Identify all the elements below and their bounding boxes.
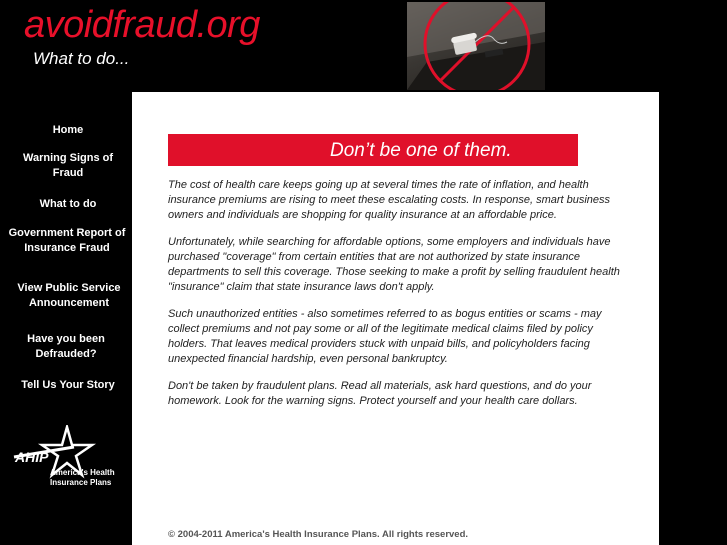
sidebar-item-what-to-do[interactable]: What to do xyxy=(39,198,97,210)
sidebar-item-psa[interactable]: View Public Service Announcement xyxy=(17,282,121,309)
paragraph-2: Unfortunately, while searching for affordable options, some employers and individuals have purchased "coverage" from certain entities that are not authorized by state insurance departments to sell this coverage. Those seeking to make a profit by selling fraudulent health "insurance" claim that state insurance laws don't apply. xyxy=(168,236,620,293)
paragraph-4: Don't be taken by fraudulent plans. Read all materials, ask hard questions, and do your homework. Look for the warning signs. Protect yourself and your health care dollars. xyxy=(168,380,592,407)
ahip-logo-word: AHIP xyxy=(15,449,49,465)
paragraph-3: Such unauthorized entities - also sometimes referred to as bogus entities or scams - may collect premiums and not pay some or all of the legitimate medical claims filed by policy holders. That leaves medical providers stuck with unpaid bills, and policyholders facing unexpected financial hardship, even personal bankruptcy. xyxy=(168,308,602,365)
banner-text: Don’t be one of them. xyxy=(330,140,512,161)
sidebar-item-defrauded[interactable]: Have you been Defrauded? xyxy=(27,333,105,360)
headline-banner xyxy=(168,134,578,166)
ahip-logo-caption xyxy=(50,468,115,488)
sidebar-item-government-report[interactable]: Government Report of Insurance Fraud xyxy=(8,227,126,254)
page-tagline: What to do... xyxy=(33,49,130,68)
sidebar-item-warning-signs[interactable]: Warning Signs of Fraud xyxy=(22,152,114,179)
header-phone-photo xyxy=(407,2,545,90)
sidebar-item-home[interactable]: Home xyxy=(52,124,84,136)
ahip-caption-line2: Insurance Plans xyxy=(50,478,112,487)
sidebar-item-tell-story[interactable]: Tell Us Your Story xyxy=(21,379,115,391)
site-logo-text[interactable]: avoidfraud.org xyxy=(24,4,260,46)
copyright-footer: © 2004-2011 America's Health Insurance Plans. All rights reserved. xyxy=(168,529,469,540)
ahip-caption-line1: America's Health xyxy=(50,468,115,477)
main-content xyxy=(132,92,659,545)
paragraph-1: The cost of health care keeps going up at several times the rate of inflation, and health insurance premiums are rising to meet these escalating costs. In response, smart business owners and individuals are shopping for quality insurance at an affordable price. xyxy=(168,179,611,221)
